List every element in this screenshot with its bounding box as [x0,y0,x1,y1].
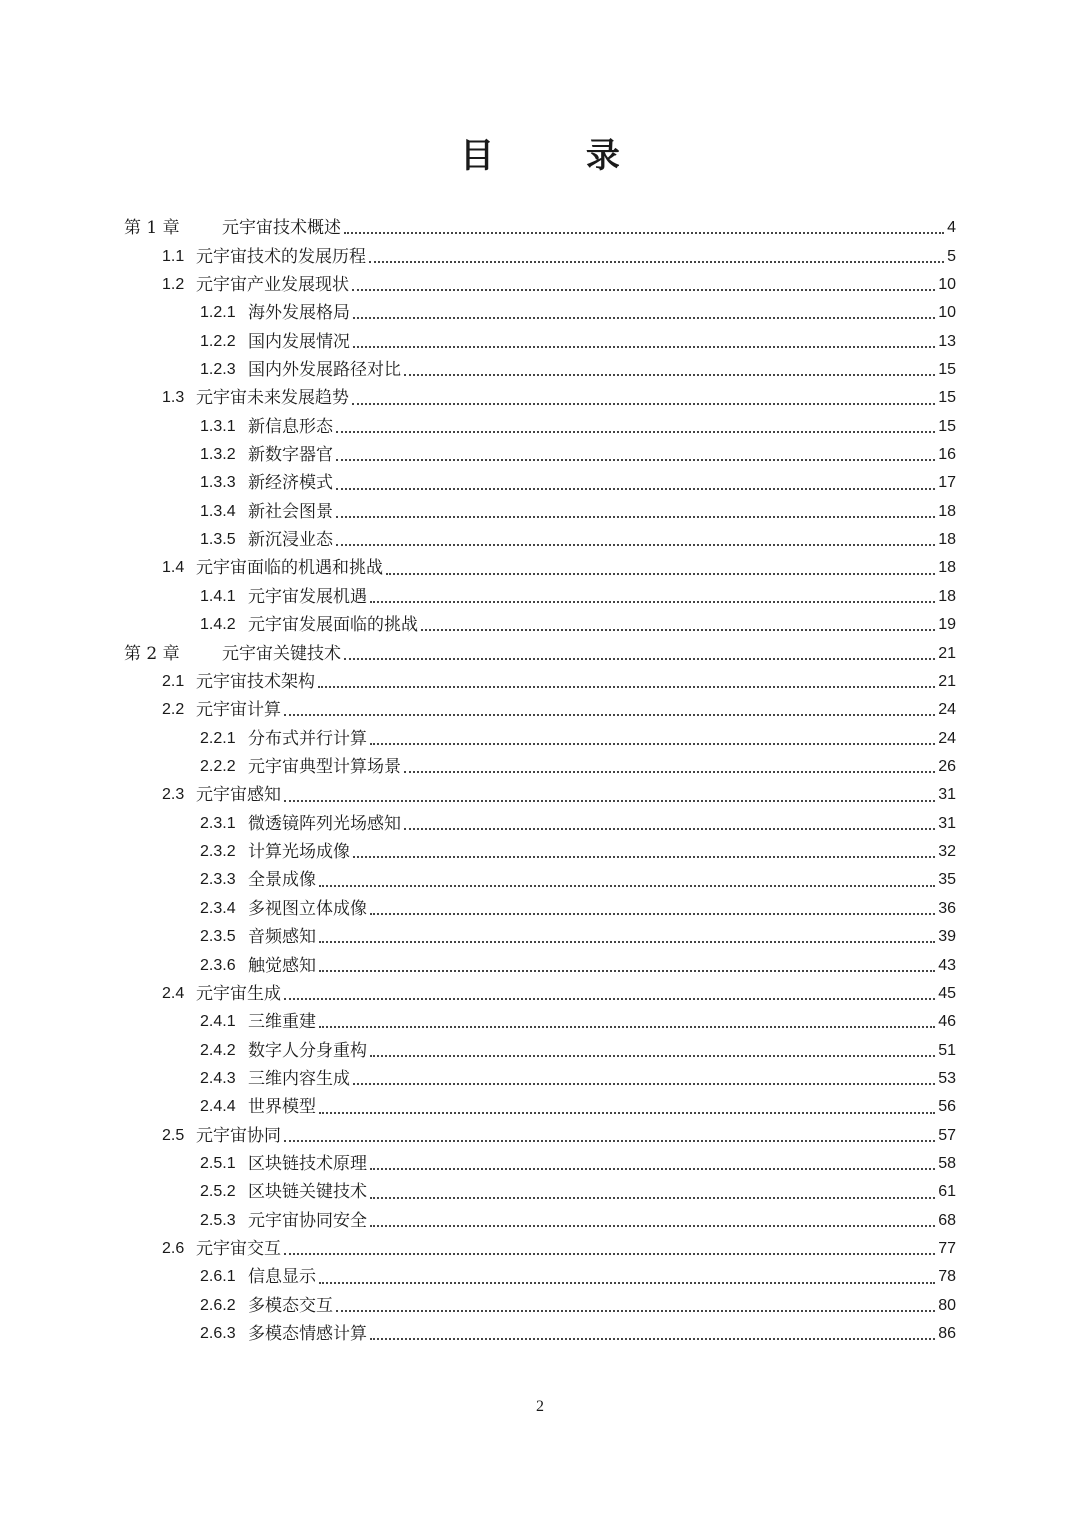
toc-entry[interactable] [124,980,956,1008]
toc-entry-label: 元宇宙计算 [196,700,281,721]
toc-entry-number: 1.4.2 [200,616,236,634]
dot-leader [284,1139,935,1142]
toc-entry-page: 31 [938,786,956,804]
toc-entry[interactable] [124,810,956,838]
toc-entry-label: 元宇宙产业发展现状 [196,274,349,295]
toc-entry-page: 24 [938,729,956,747]
dot-leader [319,884,935,887]
toc-entry[interactable] [124,469,956,497]
toc-entry-number: 2.5.2 [200,1183,236,1201]
dot-leader [336,1309,935,1312]
toc-entry-number: 2.2 [162,701,185,719]
toc-entry[interactable] [124,498,956,526]
dot-leader [353,1082,935,1085]
dot-leader [336,430,935,433]
toc-entry-label: 元宇宙发展机遇 [248,586,367,607]
toc-entry-page: 31 [938,814,956,832]
toc-entry-page: 78 [938,1268,956,1286]
toc-entry[interactable] [124,413,956,441]
toc-entry[interactable] [124,356,956,384]
toc-entry[interactable] [124,1320,956,1348]
toc-entry-number: 1.3.5 [200,531,236,549]
dot-leader [421,628,935,631]
toc-entry-label: 新数字器官 [248,445,333,466]
toc-entry-number: 1.2 [162,275,185,293]
toc-entry-number: 2.6.3 [200,1325,236,1343]
toc-entry-number: 2.4 [162,984,185,1002]
toc-entry[interactable] [124,526,956,554]
toc-entry-page: 53 [938,1069,956,1087]
toc-entry-label: 多模态交互 [248,1295,333,1316]
toc-entry-number: 2.4.1 [200,1013,236,1031]
toc-entry-label: 世界模型 [248,1097,316,1118]
toc-entry-page: 10 [938,304,956,322]
toc-entry-label: 三维内容生成 [248,1068,350,1089]
toc-entry-page: 61 [938,1183,956,1201]
toc-entry-number: 2.5.1 [200,1155,236,1173]
dot-leader [336,487,935,490]
toc-entry-label: 全景成像 [248,870,316,891]
toc-entry-number: 第 2 章 [124,643,180,664]
dot-leader [318,685,935,688]
dot-leader [284,799,935,802]
toc-entry-label: 区块链关键技术 [248,1182,367,1203]
toc-entry-page: 58 [938,1155,956,1173]
toc-entry[interactable] [124,327,956,355]
dot-leader [319,940,935,943]
dot-leader [336,458,935,461]
toc-entry-page: 68 [938,1211,956,1229]
toc-entry-page: 10 [938,275,956,293]
toc-entry-page: 86 [938,1325,956,1343]
toc-entry[interactable] [124,639,956,667]
toc-entry[interactable] [124,1292,956,1320]
toc-entry-number: 2.3.1 [200,814,236,832]
dot-leader [370,1196,935,1199]
toc-entry-page: 5 [947,247,956,265]
toc-entry[interactable] [124,696,956,724]
dot-leader [370,600,935,603]
toc-entry-number: 2.1 [162,672,185,690]
toc-entry-number: 1.4.1 [200,587,236,605]
toc-entry-label: 元宇宙未来发展趋势 [196,388,349,409]
dot-leader [369,260,944,263]
dot-leader [386,572,935,575]
toc-entry-page: 39 [938,928,956,946]
toc-entry[interactable] [124,1036,956,1064]
dot-leader [404,827,935,830]
toc-entry-number: 1.4 [162,559,185,577]
toc-entry[interactable] [124,583,956,611]
toc-entry-number: 2.3 [162,786,185,804]
dot-leader [319,969,935,972]
toc-entry-number: 2.3.5 [200,928,236,946]
page-number: 2 [536,1398,544,1415]
toc-entry-label: 元宇宙生成 [196,983,281,1004]
toc-entry[interactable] [124,1178,956,1206]
toc-entry-number: 2.2.1 [200,729,236,747]
toc-entry-page: 13 [938,332,956,350]
toc-entry-page: 21 [938,672,956,690]
dot-leader [353,855,935,858]
toc-entry-page: 26 [938,758,956,775]
toc-entry-label: 元宇宙感知 [196,785,281,806]
toc-entry-label: 新经济模式 [248,473,333,494]
toc-entry-label: 元宇宙技术架构 [196,671,315,692]
toc-entry-label: 元宇宙技术概述 [222,218,341,239]
toc-entry-page: 36 [938,899,956,917]
dot-leader [404,373,935,376]
toc-entry[interactable] [124,242,956,270]
toc-entry-page: 4 [947,219,956,237]
toc-entry-label: 元宇宙面临的机遇和挑战 [196,558,383,579]
toc-entry-number: 2.6.1 [200,1268,236,1286]
dot-leader [319,1025,935,1028]
toc-entry-label: 音频感知 [248,927,316,948]
toc-entry-label: 新社会图景 [248,501,333,522]
dot-leader [370,1224,935,1227]
toc-entry-number: 1.3.4 [200,502,236,520]
toc-entry-label: 国内发展情况 [248,331,350,352]
toc-entry[interactable] [124,1263,956,1291]
dot-leader [284,997,935,1000]
dot-leader [319,1111,935,1114]
toc-entry[interactable] [124,1093,956,1121]
toc-entry-label: 多视图立体成像 [248,898,367,919]
toc-entry-label: 新信息形态 [248,416,333,437]
toc-entry-number: 2.5.3 [200,1211,236,1229]
toc-entry-page: 19 [938,616,956,634]
toc-entry[interactable] [124,214,956,242]
toc-entry-label: 计算光场成像 [248,842,350,863]
dot-leader [336,515,935,518]
toc-entry-page: 35 [938,871,956,889]
toc-entry[interactable] [124,1207,956,1235]
toc-entry[interactable] [124,951,956,979]
toc-entry[interactable] [124,753,956,781]
toc-entry-label: 元宇宙关键技术 [222,643,341,664]
toc-entry-page: 24 [938,701,956,719]
toc-entry-number: 1.2.1 [200,304,236,322]
toc-entry[interactable] [124,781,956,809]
dot-leader [284,713,935,716]
dot-leader [336,543,935,546]
dot-leader [284,1252,935,1255]
toc-entry-label: 元宇宙发展面临的挑战 [248,615,418,636]
toc-entry-label: 三维重建 [248,1012,316,1033]
dot-leader [370,1167,935,1170]
dot-leader [353,316,935,319]
toc-entry-number: 2.3.2 [200,843,236,861]
toc-entry[interactable] [124,441,956,469]
dot-leader [352,288,935,291]
toc-entry-page: 56 [938,1098,956,1116]
toc-entry[interactable] [124,1065,956,1093]
toc-entry-page: 18 [938,559,956,577]
toc-entry-page: 17 [938,474,956,492]
toc-entry[interactable] [124,611,956,639]
toc-entry-number: 第 1 章 [124,218,180,239]
toc-entry-page: 15 [938,389,956,407]
toc-entry-page: 77 [938,1240,956,1258]
toc-entry[interactable] [124,299,956,327]
toc-entry-page: 57 [938,1126,956,1144]
toc-entry-label: 元宇宙典型计算场景 [248,757,401,777]
toc-entry-number: 1.2.2 [200,332,236,350]
dot-leader [319,1281,935,1284]
toc-entry-label: 微透镜阵列光场感知 [248,813,401,834]
toc-entry[interactable] [124,1150,956,1178]
toc-entry-page: 32 [938,843,956,861]
toc-entry-label: 元宇宙交互 [196,1239,281,1260]
dot-leader [370,1337,935,1340]
toc-entry-label: 触觉感知 [248,955,316,976]
toc-entry-label: 国内外发展路径对比 [248,359,401,380]
toc-entry[interactable] [124,384,956,412]
toc-entry-page: 51 [938,1041,956,1059]
page-title: 目 录 [460,136,660,176]
toc-entry[interactable] [124,866,956,894]
toc-entry-number: 1.3.2 [200,446,236,464]
toc-entry-number: 2.2.2 [200,758,236,775]
toc-entry-number: 2.4.4 [200,1098,236,1116]
toc-entry-page: 18 [938,587,956,605]
toc-entry-label: 区块链技术原理 [248,1154,367,1175]
toc-entry-number: 1.3 [162,389,185,407]
toc-entry-page: 45 [938,984,956,1002]
toc-entry-number: 1.2.3 [200,360,236,378]
toc-entry-page: 46 [938,1013,956,1031]
toc-entry-number: 2.3.6 [200,956,236,974]
toc-entry[interactable] [124,1008,956,1036]
toc-entry[interactable] [124,895,956,923]
toc-entry[interactable] [124,554,956,582]
dot-leader [352,402,935,405]
toc-entry[interactable] [124,1235,956,1263]
toc-entry-label: 元宇宙协同安全 [248,1210,367,1231]
toc-entry-number: 1.1 [162,247,185,265]
table-of-contents [124,214,956,1348]
toc-entry[interactable] [124,1122,956,1150]
toc-entry-label: 多模态情感计算 [248,1324,367,1345]
toc-entry-page: 80 [938,1296,956,1314]
toc-entry-number: 2.3.3 [200,871,236,889]
toc-entry-label: 海外发展格局 [248,303,350,324]
toc-entry[interactable] [124,668,956,696]
toc-entry[interactable] [124,724,956,752]
toc-entry-label: 元宇宙技术的发展历程 [196,246,366,267]
toc-entry-label: 数字人分身重构 [248,1040,367,1061]
toc-entry-number: 1.3.3 [200,474,236,492]
toc-entry-number: 2.4.3 [200,1069,236,1087]
toc-entry-number: 2.5 [162,1126,185,1144]
toc-entry-page: 15 [938,417,956,435]
toc-entry-page: 16 [938,446,956,464]
toc-entry-page: 18 [938,531,956,549]
dot-leader [353,345,935,348]
toc-entry-label: 分布式并行计算 [248,728,367,749]
dot-leader [344,657,935,660]
dot-leader [370,1054,935,1057]
toc-entry[interactable] [124,923,956,951]
dot-leader [344,231,944,234]
toc-entry-number: 2.6.2 [200,1296,236,1314]
toc-entry-label: 元宇宙协同 [196,1125,281,1146]
toc-entry-page: 18 [938,502,956,520]
toc-entry-number: 1.3.1 [200,417,236,435]
dot-leader [370,912,935,915]
toc-entry-page: 43 [938,956,956,974]
toc-entry-number: 2.6 [162,1240,185,1258]
toc-entry[interactable] [124,838,956,866]
toc-entry-number: 2.3.4 [200,899,236,917]
toc-entry[interactable] [124,271,956,299]
toc-entry-label: 新沉浸业态 [248,530,333,551]
toc-entry-page: 15 [938,360,956,378]
toc-entry-page: 21 [938,644,956,662]
toc-entry-number: 2.4.2 [200,1041,236,1059]
dot-leader [404,770,935,773]
dot-leader [370,742,935,745]
toc-entry-label: 信息显示 [248,1267,316,1288]
